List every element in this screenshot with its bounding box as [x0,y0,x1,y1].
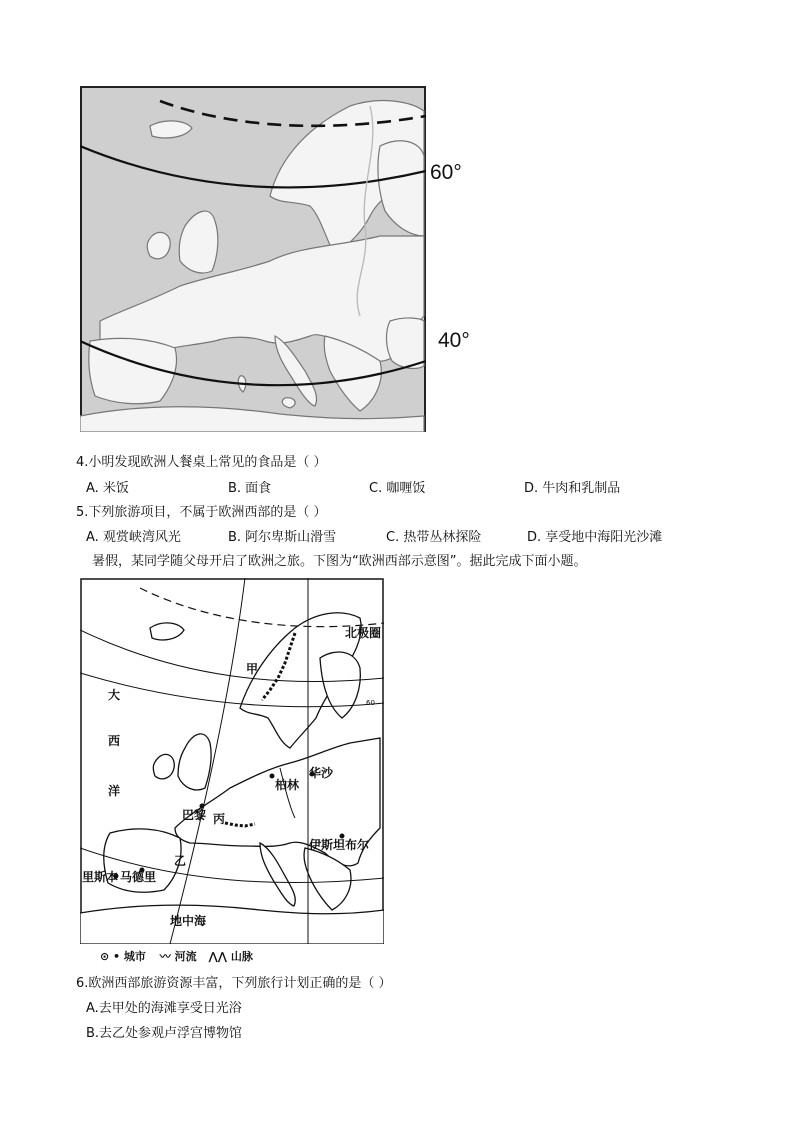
intro-text: 暑假，某同学随父母开启了欧洲之旅。下图为“欧洲西部示意图”。据此完成下面小题。 [92,554,587,569]
europe-latitude-map [80,86,426,432]
latitude-40-label: 40° [438,329,470,352]
atlantic-label-2: 西 [108,734,121,748]
river-icon: 〰 [159,950,171,963]
mountain-icon: ⋀⋀ [208,950,227,963]
berlin-dot [270,774,275,779]
question-4-option-c[interactable]: C. 咖喱饭 [369,481,426,496]
question-4-option-d[interactable]: D. 牛肉和乳制品 [524,481,621,496]
location-bing-label: 丙 [213,812,226,826]
location-jia-label: 甲 [246,662,259,676]
question-5-option-d[interactable]: D. 享受地中海阳光沙滩 [527,530,663,545]
paris-label: 巴黎 [182,808,207,822]
location-yi-label: 乙 [174,854,187,868]
western-europe-map-graphic [80,578,384,944]
map-legend [100,948,253,964]
latitude-60-small-label: 60 [366,699,375,707]
madrid-label: 马德里 [120,870,157,884]
question-5-option-c[interactable]: C. 热带丛林探险 [386,530,482,545]
lisbon-label: 里斯本 [82,870,119,884]
city-icon: ⊙ • [100,950,121,963]
arctic-circle-label: 北极圈 [345,626,382,640]
question-5-option-b[interactable]: B. 阿尔卑斯山滑雪 [228,530,337,545]
atlantic-label-3: 洋 [108,784,121,798]
question-5-stem: 5.下列旅游项目，不属于欧洲西部的是（ ） [76,505,327,520]
question-6-stem: 6.欧洲西部旅游资源丰富，下列旅行计划正确的是（ ） [76,976,392,991]
atlantic-label-1: 大 [108,688,121,702]
legend-river-label: 河流 [174,950,197,963]
legend-mountain-label: 山脉 [230,950,253,963]
question-5-option-a[interactable]: A. 观赏峡湾风光 [86,530,181,545]
mediterranean-label: 地中海 [170,914,207,928]
question-4-option-a[interactable]: A. 米饭 [86,481,129,496]
question-4-stem: 4.小明发现欧洲人餐桌上常见的食品是（ ） [76,455,327,470]
question-4-option-b[interactable]: B. 面食 [228,481,272,496]
berlin-label: 柏林 [275,778,300,792]
legend-city-label: 城市 [123,950,146,963]
istanbul-label: 伊斯坦布尔 [309,838,370,852]
europe-latitude-map-graphic [80,86,426,432]
question-6-option-b[interactable]: B.去乙处参观卢浮宫博物馆 [86,1026,243,1041]
western-europe-map [80,578,384,944]
warsaw-label: 华沙 [309,766,334,780]
question-6-option-a[interactable]: A.去甲处的海滩享受日光浴 [86,1001,242,1016]
latitude-60-label: 60° [430,161,462,184]
